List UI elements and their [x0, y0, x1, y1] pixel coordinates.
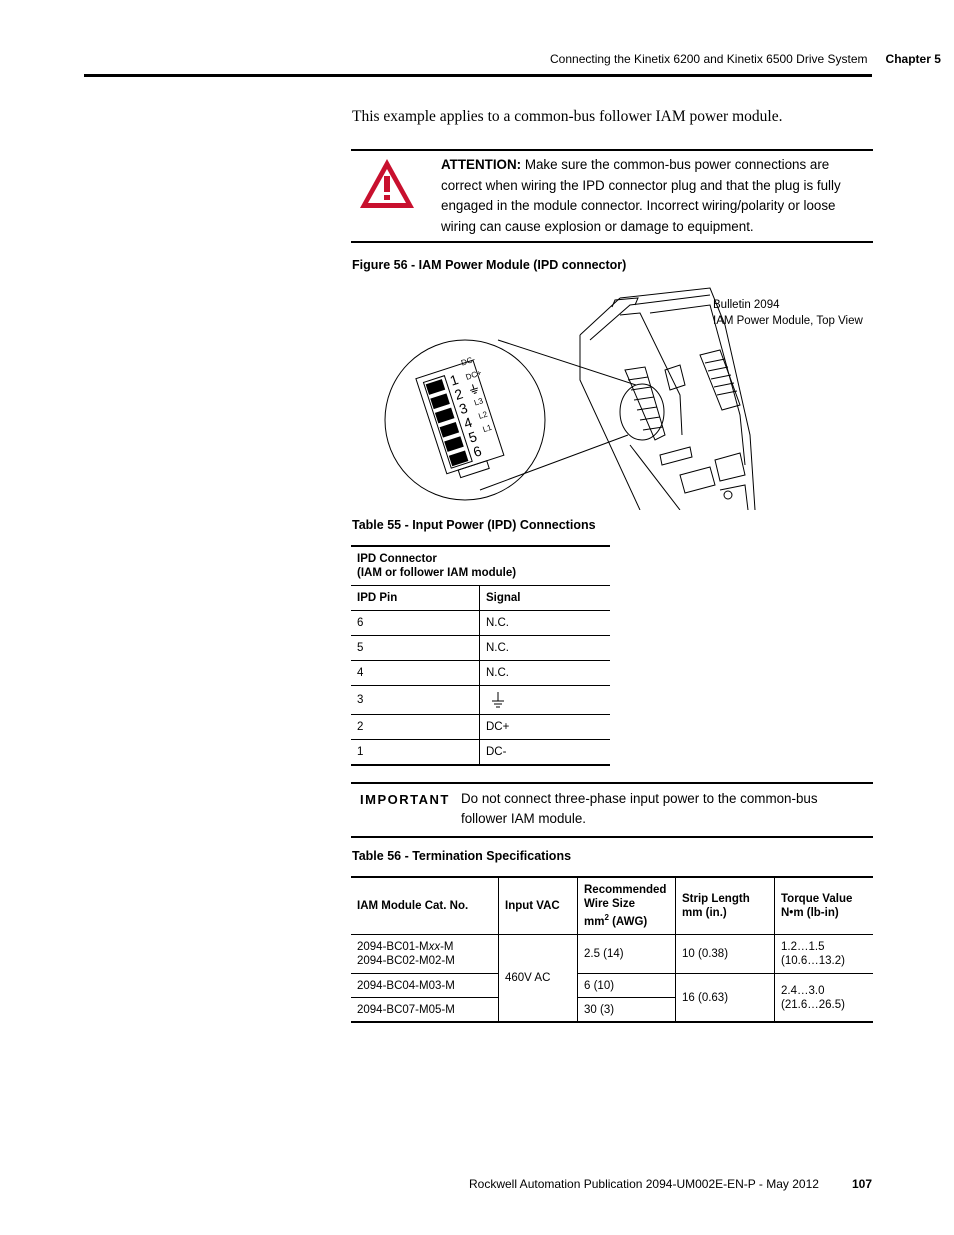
pin-cell: 4: [351, 661, 480, 686]
termination-specs-table: [351, 876, 873, 1023]
footer-publication: Rockwell Automation Publication 2094-UM002E-EN-P - May 2012: [469, 1177, 819, 1191]
col-input-vac: Input VAC: [499, 877, 578, 935]
table55-col-pin: IPD Pin: [351, 586, 480, 611]
torque-cell: [775, 935, 874, 974]
pin-number-5: 5: [466, 428, 479, 446]
torque-header-line2: N•m (lb-in): [781, 907, 839, 919]
iam-module-drawing: [380, 285, 860, 510]
important-text: Do not connect three-phase input power to the common-bus follower IAM module.: [461, 791, 818, 826]
torque-value: 1.2…1.5: [781, 941, 825, 953]
zoom-line-bottom: [480, 435, 628, 490]
attention-text: [441, 155, 861, 237]
torque-value-lbin: (21.6…26.5): [781, 998, 845, 1011]
col-cat-no: IAM Module Cat. No.: [351, 877, 499, 935]
col-wire-size: [578, 877, 676, 935]
pin-cell: 1: [351, 740, 480, 766]
table55-column-headers: [351, 586, 610, 611]
signal-cell: [480, 686, 611, 715]
table-row: [351, 686, 610, 715]
header-rule: [84, 74, 872, 77]
torque-header-line1: Torque Value: [781, 893, 853, 905]
wire-cell: 6 (10): [578, 974, 676, 998]
table-row: [351, 740, 610, 766]
connector-label-l1: L1: [481, 422, 493, 435]
cat-cell: 2094-BC07-M05-M: [351, 998, 499, 1023]
wire-header-unit: mm: [584, 915, 605, 928]
pin-number-3: 3: [457, 399, 470, 418]
signal-cell: N.C.: [480, 611, 611, 636]
attention-bottom-rule: [351, 241, 873, 243]
torque-value-lbin: (10.6…13.2): [781, 955, 845, 967]
table-row: [351, 974, 873, 998]
cat-part-italic: xx: [428, 941, 441, 953]
table56-header-row: [351, 877, 873, 935]
signal-cell: DC-: [480, 740, 611, 766]
warning-triangle-icon: [357, 156, 417, 212]
table-row: [351, 661, 610, 686]
cat-part: 2094-BC01-M: [357, 941, 429, 953]
zoom-source-circle: [620, 384, 664, 440]
zoom-line-top: [498, 340, 636, 385]
wire-header-sup: 2: [604, 913, 609, 923]
important-label: IMPORTANT: [360, 792, 450, 807]
intro-paragraph: This example applies to a common-bus follower IAM power module.: [352, 108, 783, 125]
pin-number-4: 4: [461, 413, 475, 432]
torque-value: 2.4…3.0: [781, 984, 825, 997]
pin-number-2: 2: [452, 385, 465, 403]
pin-cell: 3: [351, 686, 480, 715]
col-torque: [775, 877, 874, 935]
wire-cell: 2.5 (14): [578, 935, 676, 974]
connector-label-l3: L3: [472, 396, 485, 408]
table55-group-header: [351, 546, 610, 586]
wire-header-line2: Wire Size: [584, 898, 636, 911]
module-top-view: [580, 288, 755, 510]
vac-cell: 460V AC: [499, 935, 578, 1023]
wire-header-line1: Recommended: [584, 884, 667, 897]
page-number: 107: [852, 1177, 873, 1191]
attention-label: ATTENTION:: [441, 157, 522, 172]
attention-top-rule: [351, 149, 873, 151]
ipd-connector-plug: [414, 354, 510, 481]
cat-cell: 2094-BC04-M03-M: [351, 974, 499, 998]
torque-cell: [775, 974, 874, 1023]
figure-title: Figure 56 - IAM Power Module (IPD connector): [352, 258, 627, 272]
figure-label-line2: IAM Power Module, Top View: [713, 315, 863, 327]
table-row: [351, 636, 610, 661]
table55-title: Table 55 - Input Power (IPD) Connections: [352, 518, 596, 532]
table-row: [351, 935, 873, 974]
strip-cell: 10 (0.38): [676, 935, 775, 974]
table55-header-line2: (IAM or follower IAM module): [357, 567, 517, 579]
cat-line-a: [357, 940, 492, 954]
connector-label-dc-minus: DC-: [460, 354, 477, 368]
col-strip-length: [676, 877, 775, 935]
ipd-connections-table: [351, 545, 610, 766]
table-row: [351, 715, 610, 740]
running-header: [550, 52, 941, 66]
connector-label-l2: L2: [477, 409, 489, 421]
cat-cell: [351, 935, 499, 974]
wire-header-awg: (AWG): [608, 915, 648, 928]
connector-label-dc-plus: DC+: [464, 368, 483, 382]
table55-col-signal: Signal: [480, 586, 611, 611]
header-section-title: Connecting the Kinetix 6200 and Kinetix 6500 Drive System: [550, 52, 868, 66]
table56-title: Table 56 - Termination Specifications: [352, 849, 572, 863]
header-chapter: Chapter 5: [885, 52, 941, 66]
cat-line-b: 2094-BC02-M02-M: [357, 955, 455, 967]
signal-cell: N.C.: [480, 636, 611, 661]
cat-part: -M: [440, 941, 454, 953]
important-top-rule: [351, 782, 873, 784]
table55-header-line1: IPD Connector: [357, 553, 437, 565]
pin-number-6: 6: [471, 442, 484, 461]
signal-cell: DC+: [480, 715, 611, 740]
pin-number-1: 1: [447, 371, 461, 389]
table55-header-group: [351, 546, 610, 586]
attention-body: Make sure the common-bus power connections are correct when wiring the IPD connector plug and that the plug is fully engaged in the module connector. Incorrect wiring/polarity or loose wiring can cause explosion or damage to equipment.: [441, 157, 841, 234]
strip-header-line1: Strip Length: [682, 893, 750, 905]
important-bottom-rule: [351, 836, 873, 838]
strip-cell: 16 (0.63): [676, 974, 775, 1023]
wire-cell: 30 (3): [578, 998, 676, 1023]
signal-cell: N.C.: [480, 661, 611, 686]
pin-cell: 5: [351, 636, 480, 661]
strip-header-line2: mm (in.): [682, 907, 727, 919]
figure-label-line1: Bulletin 2094: [713, 299, 780, 311]
ground-icon: [490, 691, 506, 709]
connector-ground-icon: [469, 383, 479, 394]
pin-cell: 2: [351, 715, 480, 740]
wire-header-line3: [584, 911, 669, 929]
pin-cell: 6: [351, 611, 480, 636]
table-row: [351, 611, 610, 636]
